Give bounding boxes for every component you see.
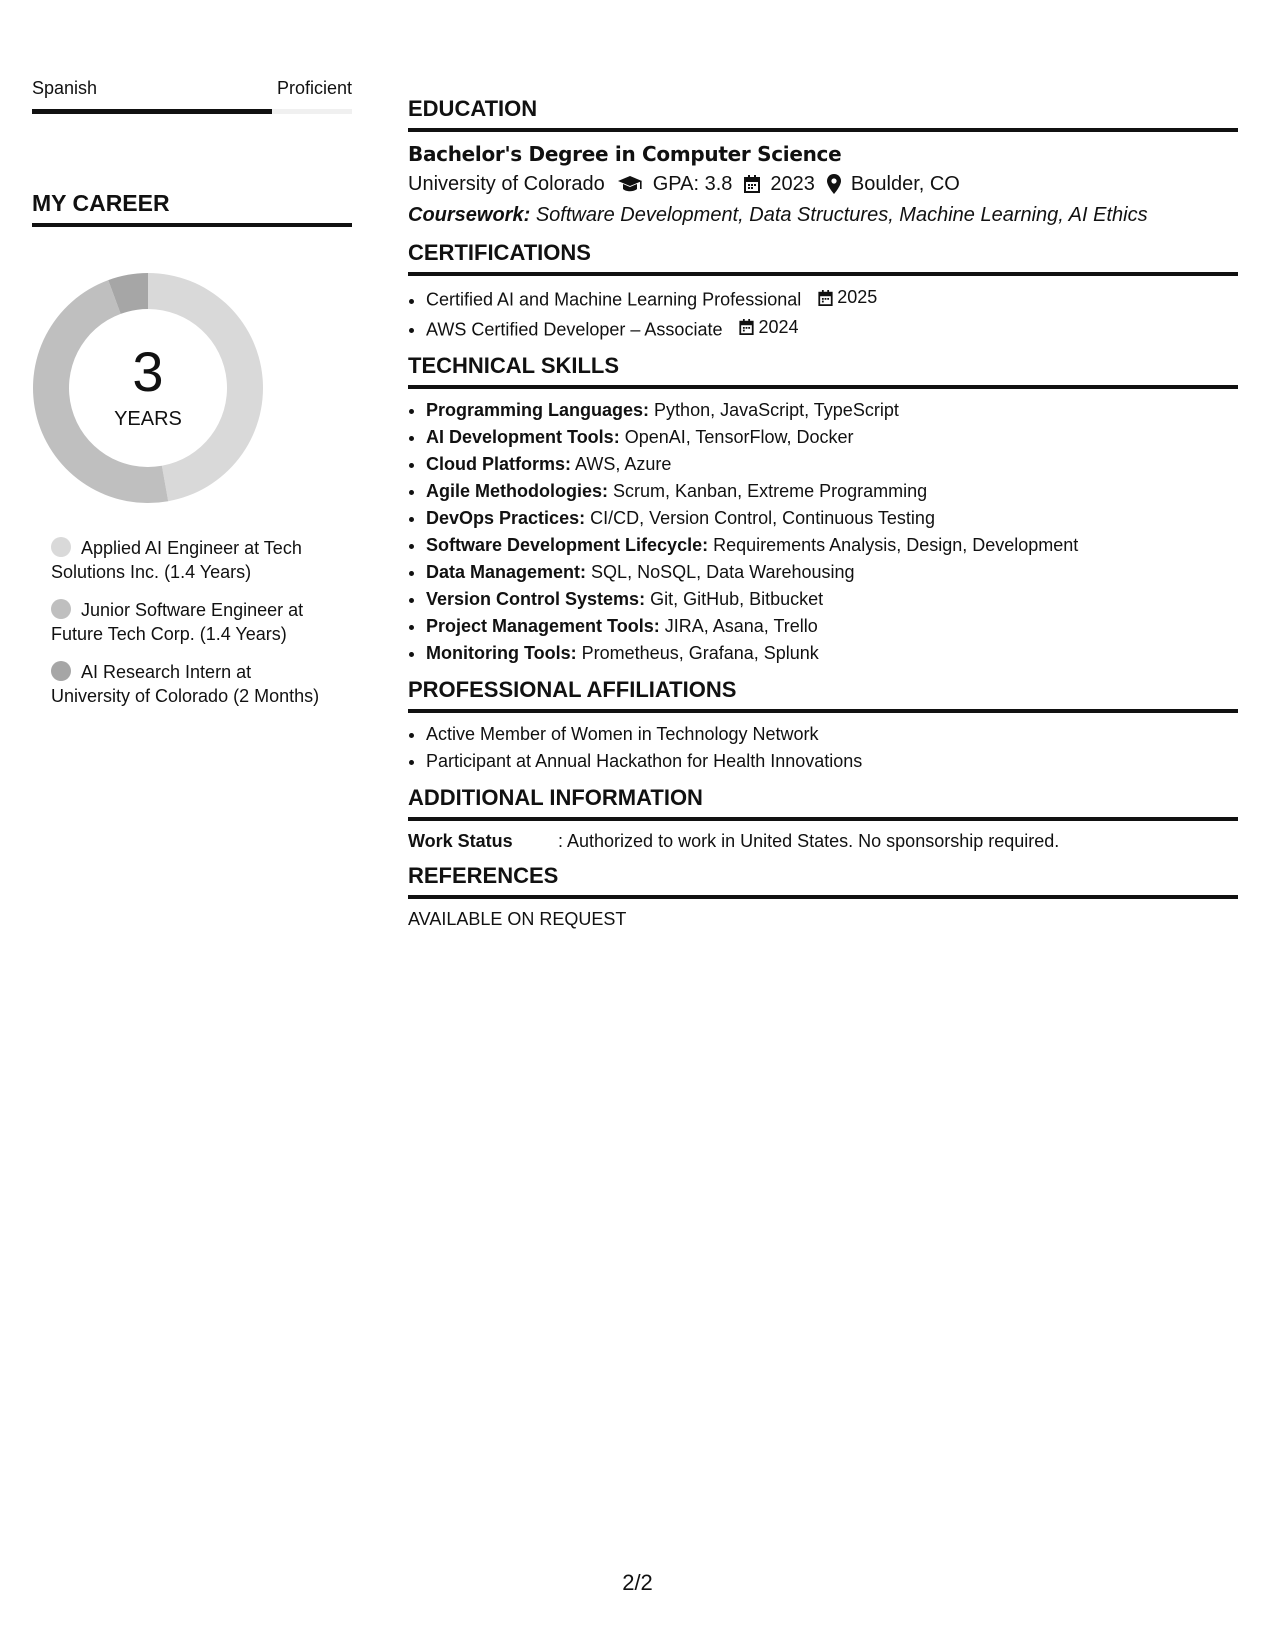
skill-value: Python, JavaScript, TypeScript xyxy=(654,400,899,420)
language-level: Proficient xyxy=(276,78,352,98)
skill-item xyxy=(426,478,1238,505)
left-column xyxy=(32,78,352,227)
skill-value: Requirements Analysis, Design, Development xyxy=(713,535,1079,555)
skill-value: OpenAI, TensorFlow, Docker xyxy=(624,427,854,447)
skill-value: SQL, NoSQL, Data Warehousing xyxy=(591,562,855,582)
skill-item xyxy=(426,586,1238,613)
certifications-title: CERTIFICATIONS xyxy=(408,240,591,265)
career-legend-item xyxy=(51,598,326,646)
certification-item xyxy=(426,284,1238,314)
section-rule xyxy=(408,128,1238,132)
work-status-value: : Authorized to work in United States. No sponsorship required. xyxy=(558,831,1060,851)
map-pin-icon xyxy=(827,174,841,194)
language-level-fill xyxy=(32,109,272,114)
skill-label: Agile Methodologies: xyxy=(426,481,608,501)
affiliation-item: • Active Member of Women in Technology Network xyxy=(426,721,1238,748)
skills-list xyxy=(408,397,1238,667)
section-rule xyxy=(408,895,1238,899)
education-section xyxy=(408,96,1238,230)
page-number: 2/2 xyxy=(622,1570,653,1595)
additional-section xyxy=(408,785,1238,853)
skills-section xyxy=(408,353,1238,667)
affiliations-title: PROFESSIONAL AFFILIATIONS xyxy=(408,677,737,702)
skill-value: Prometheus, Grafana, Splunk xyxy=(581,643,819,663)
legend-dot-icon xyxy=(51,537,71,557)
calendar-icon xyxy=(744,175,760,193)
language-row xyxy=(32,78,352,99)
skill-label: Version Control Systems: xyxy=(426,589,646,609)
education-gpa: GPA: 3.8 xyxy=(652,173,733,195)
skill-item xyxy=(426,397,1238,424)
coursework-list: Software Development, Data Structures, Machine Learning, AI Ethics xyxy=(535,204,1148,226)
career-total-number: 3 xyxy=(132,340,164,403)
graduation-cap-icon xyxy=(617,175,643,193)
section-rule xyxy=(408,709,1238,713)
skill-label: Project Management Tools: xyxy=(426,616,660,636)
education-location: Boulder, CO xyxy=(850,173,960,195)
career-total-unit: YEARS xyxy=(114,408,182,430)
skill-item xyxy=(426,559,1238,586)
certifications-list xyxy=(408,284,1238,343)
work-status-label: Work Status xyxy=(408,831,513,851)
education-degree: Bachelor's Degree in Computer Science xyxy=(408,142,842,166)
career-section-title: MY CAREER xyxy=(32,190,170,216)
skill-label: Software Development Lifecycle: xyxy=(426,535,709,555)
education-coursework xyxy=(408,200,1238,230)
certification-date xyxy=(739,314,798,341)
certification-item xyxy=(426,314,1238,344)
career-legend-label: AI Research Intern at University of Colorado (2 Months) xyxy=(51,662,320,706)
education-year: 2023 xyxy=(770,173,815,195)
skill-value: Scrum, Kanban, Extreme Programming xyxy=(613,481,928,501)
legend-dot-icon xyxy=(51,661,71,681)
additional-title: ADDITIONAL INFORMATION xyxy=(408,785,703,810)
certification-year: 2024 xyxy=(758,316,799,337)
skill-value: JIRA, Asana, Trello xyxy=(664,616,818,636)
certification-year: 2025 xyxy=(837,287,878,307)
main-column xyxy=(408,96,1238,941)
skill-value: Git, GitHub, Bitbucket xyxy=(650,589,824,609)
legend-dot-icon xyxy=(51,599,71,619)
skill-label: Cloud Platforms: xyxy=(426,454,572,474)
language-name: Spanish xyxy=(32,78,98,98)
affiliation-item: • Participant at Annual Hackathon for Health Innovations xyxy=(426,748,1238,775)
section-rule xyxy=(408,385,1238,389)
certifications-section xyxy=(408,240,1238,343)
skill-item xyxy=(426,640,1238,667)
certification-date xyxy=(818,284,877,311)
certification-name: AWS Certified Developer – Associate xyxy=(426,319,723,339)
education-meta xyxy=(408,168,1238,200)
skill-value: CI/CD, Version Control, Continuous Testing xyxy=(590,508,935,528)
career-donut-chart xyxy=(32,272,264,504)
skill-value: AWS, Azure xyxy=(575,454,672,474)
certification-name: Certified AI and Machine Learning Professional xyxy=(426,289,802,310)
skill-item xyxy=(426,505,1238,532)
skill-label: Data Management: xyxy=(426,562,587,582)
skill-label: Programming Languages: xyxy=(426,400,650,420)
education-school: University of Colorado xyxy=(408,173,605,195)
skill-item xyxy=(426,451,1238,478)
calendar-icon xyxy=(818,290,833,306)
calendar-icon xyxy=(739,319,754,335)
references-section xyxy=(408,863,1238,931)
work-status-row xyxy=(408,829,1238,853)
career-legend-item xyxy=(51,536,326,584)
career-legend-item xyxy=(51,660,326,708)
skill-item xyxy=(426,532,1238,559)
career-legend xyxy=(51,536,326,722)
career-legend-label: Applied AI Engineer at Tech Solutions Inc. (1.4 Years) xyxy=(51,538,302,582)
career-legend-label: Junior Software Engineer at Future Tech Corp. (1.4 Years) xyxy=(51,600,304,644)
section-rule xyxy=(408,817,1238,821)
affiliations-list xyxy=(408,721,1238,775)
skills-title: TECHNICAL SKILLS xyxy=(408,353,620,378)
section-rule xyxy=(408,272,1238,276)
language-level-bar xyxy=(32,109,352,114)
coursework-label: Coursework: xyxy=(408,204,531,226)
career-section-rule xyxy=(32,223,352,227)
references-title: REFERENCES xyxy=(408,863,559,888)
skill-label: AI Development Tools: xyxy=(426,427,620,447)
education-title: EDUCATION xyxy=(408,96,538,121)
affiliations-section xyxy=(408,677,1238,775)
references-text: AVAILABLE ON REQUEST xyxy=(408,909,627,929)
skill-label: DevOps Practices: xyxy=(426,508,586,528)
skill-item xyxy=(426,424,1238,451)
skill-item xyxy=(426,613,1238,640)
skill-label: Monitoring Tools: xyxy=(426,643,577,663)
